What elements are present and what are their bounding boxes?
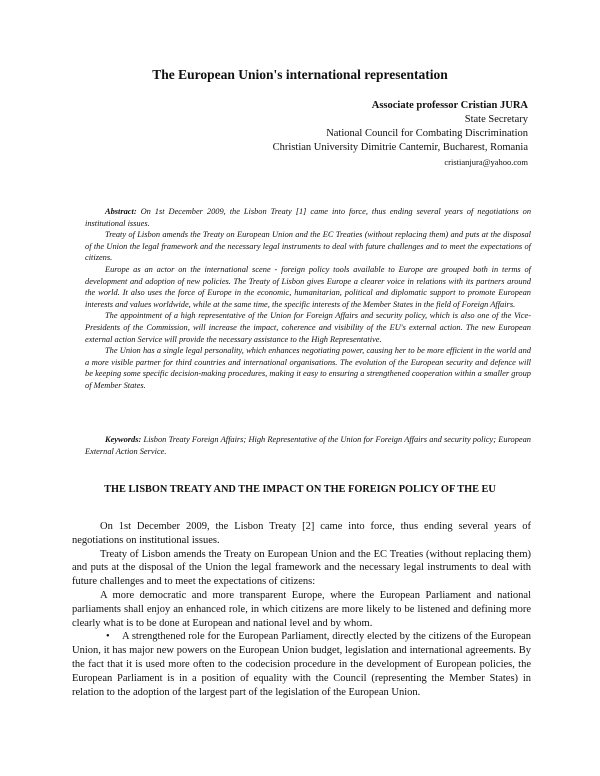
keywords-text: Lisbon Treaty Foreign Affairs; High Representative of the Union for Foreign Affairs and security policy; European External Action Service. [85,435,531,456]
abstract-paragraph: The appointment of a high representative of the Union for Foreign Affairs and security policy, which is also one of the Vice-Presidents of the Commission, will increase the impact, coherence and visibility of the EU's external action. The new European external action Service will provide the necessary assistance to the High Representative. [85,311,531,344]
author-position: State Secretary [464,114,528,125]
abstract-paragraph: The Union has a single legal personality, which enhances negotiating power, causing her to be more efficient in the world and a more visible partner for third countries and international organisations. The evolution of the European security and defence will be keeping some specific decision-making procedures, making it easy to ensuring a strengthened cooperation within a smaller group of Member States. [85,346,531,390]
abstract-paragraph: Treaty of Lisbon amends the Treaty on European Union and the EC Treaties (without replacing them) and puts at the disposal of the Union the legal framework and the necessary legal instruments to deal with future challenges and to meet the expectations of citizens. [85,230,531,263]
body-paragraph: Treaty of Lisbon amends the Treaty on European Union and the EC Treaties (without replacing them) and puts at the disposal of the Union the legal framework and the necessary legal instruments to deal with future challenges and to meet the expectations of citizens: [72,548,531,588]
body-paragraph: On 1st December 2009, the Lisbon Treaty [2] came into force, thus ending several years of negotiations on institutional issues. [72,521,531,546]
abstract-lead: Abstract: [105,207,137,216]
abstract-paragraph: Europe as an actor on the international scene - foreign policy tools available to Europe are grouped both in terms of development and adoption of new policies. The Treaty of Lisbon gives Europe a clearer voice in relations with its partners around the world. It also uses the force of Europe in the economic, humanitarian, political and diplomatic support to promote European interests and values worldwide, while at the same time, the specific interests of the Member States in the field of Foreign Affairs. [85,264,531,309]
body-paragraph: A more democratic and more transparent Europe, where the European Parliament and national parliaments shall enjoy an enhanced role, in which citizens are more likely to be listened and defining more clearly what is to be done at European and national level and by whom. [72,589,531,629]
author-organization: National Council for Combating Discrimination [326,128,528,139]
author-name: Associate professor Cristian JURA [371,100,528,111]
author-email: cristianjura@yahoo.com [444,157,528,167]
abstract-paragraph-text: On 1st December 2009, the Lisbon Treaty [1] came into force, thus ending several years of negotiations on institutional issues. [85,207,532,228]
abstract-paragraph [85,206,531,229]
bullet-paragraph-text: A strengthened role for the European Parliament, directly elected by the citizens of the European Union, it has major new powers on the European Union budget, legislation and international agreements. By the fact that it is used more often to the codecision procedure in the development of European policies, the European Parliament is in a position of equality with the Council (representing the Member States) in relation to the adoption of the largest part of the legislation of the European Union. [72,631,531,698]
keywords-paragraph [85,434,531,457]
body-text [72,520,531,699]
author-affiliation [273,99,528,169]
keywords-lead: Keywords: [105,435,142,444]
paper-title: The European Union's international representation [152,67,448,82]
keywords-block [85,434,531,457]
author-university: Christian University Dimitrie Cantemir, Bucharest, Romania [272,142,528,153]
bullet-icon: • [106,631,110,643]
bullet-paragraph [72,630,531,699]
abstract-block [85,206,531,392]
section-heading: THE LISBON TREATY AND THE IMPACT ON THE FOREIGN POLICY OF THE EU [104,484,496,495]
